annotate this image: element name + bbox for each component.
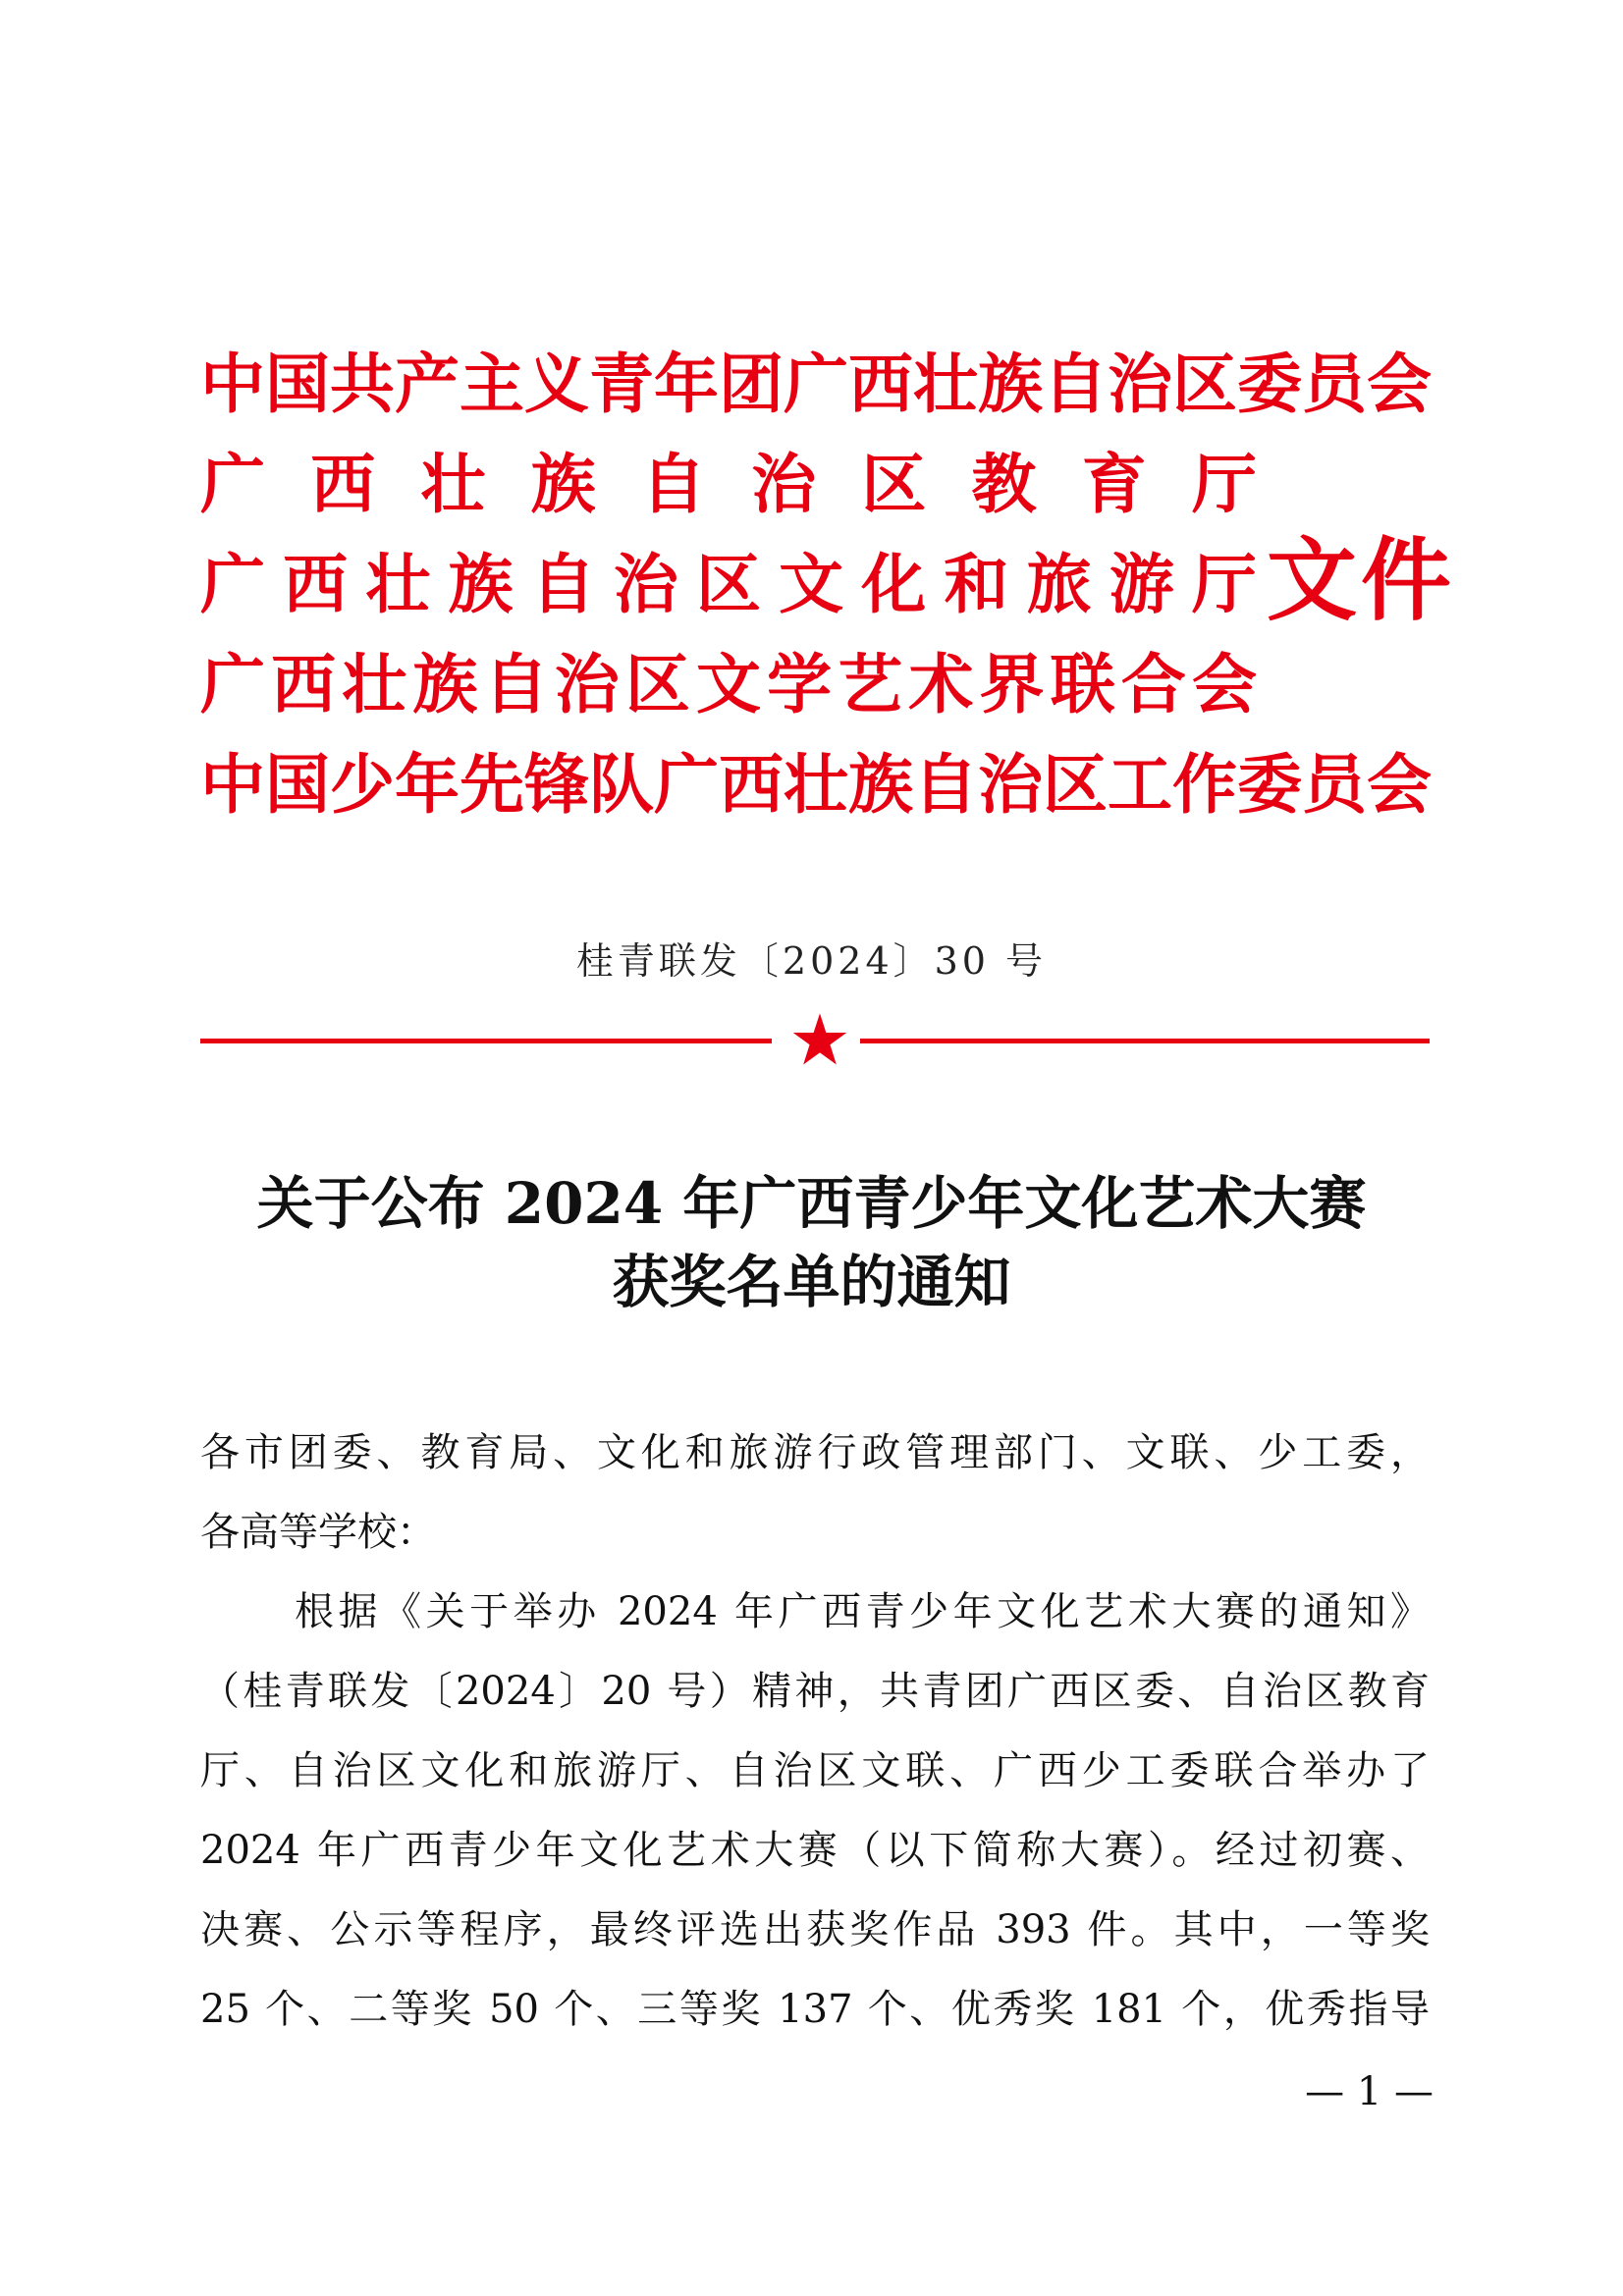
org-char: 自 bbox=[913, 746, 978, 823]
star-icon bbox=[791, 1011, 848, 1068]
document-label: 文件 bbox=[1267, 527, 1456, 633]
org-char: 作 bbox=[1172, 746, 1237, 823]
org-char: 治 bbox=[613, 546, 678, 622]
org-char: 会 bbox=[1367, 346, 1432, 422]
org-char: 主 bbox=[460, 346, 524, 422]
org-char: 自 bbox=[483, 646, 549, 722]
org-char: 中 bbox=[200, 746, 265, 823]
org-char: 旅 bbox=[1026, 546, 1092, 622]
org-char: 区 bbox=[861, 446, 927, 522]
org-char: 族 bbox=[412, 646, 478, 722]
org-char: 壮 bbox=[913, 346, 978, 422]
org-char: 国 bbox=[265, 346, 330, 422]
org-char: 义 bbox=[524, 346, 589, 422]
org-char: 区 bbox=[624, 646, 690, 722]
body-line-8: 25 个、二等奖 50 个、三等奖 137 个、优秀奖 181 个，优秀指导 bbox=[200, 1987, 1430, 2032]
org-char: 少 bbox=[330, 746, 395, 823]
org-char: 中 bbox=[200, 346, 265, 422]
org-char: 员 bbox=[1302, 346, 1367, 422]
org-char: 会 bbox=[1191, 646, 1257, 722]
org-char: 青 bbox=[589, 346, 654, 422]
org-char: 厅 bbox=[1191, 546, 1257, 622]
org-char: 西 bbox=[719, 746, 784, 823]
org-char: 艺 bbox=[838, 646, 903, 722]
org-char: 族 bbox=[978, 346, 1043, 422]
org-char: 文 bbox=[779, 546, 844, 622]
org-char: 队 bbox=[589, 746, 654, 823]
org-char: 术 bbox=[908, 646, 974, 722]
org-char: 游 bbox=[1109, 546, 1174, 622]
org-char: 化 bbox=[861, 546, 927, 622]
document-body bbox=[200, 1414, 1430, 2050]
org-char: 广 bbox=[200, 546, 265, 622]
org-char: 共 bbox=[330, 346, 395, 422]
org-char: 产 bbox=[395, 346, 460, 422]
org-char: 西 bbox=[271, 646, 337, 722]
org-line-5 bbox=[200, 734, 1432, 834]
org-char: 壮 bbox=[420, 446, 486, 522]
body-line-2: 各高等学校： bbox=[200, 1510, 436, 1555]
org-char: 自 bbox=[530, 546, 596, 622]
body-line-6: 2024 年广西青少年文化艺术大赛（以下简称大赛）。经过初赛、 bbox=[200, 1828, 1430, 1873]
org-char: 族 bbox=[848, 746, 913, 823]
org-char: 族 bbox=[530, 446, 596, 522]
org-char: 年 bbox=[654, 346, 719, 422]
org-char: 先 bbox=[460, 746, 524, 823]
org-char: 和 bbox=[944, 546, 1009, 622]
org-char: 西 bbox=[283, 546, 349, 622]
page-number: — 1 — bbox=[1305, 2069, 1434, 2114]
org-char: 文 bbox=[695, 646, 761, 722]
org-char: 族 bbox=[448, 546, 514, 622]
document-title bbox=[0, 1164, 1623, 1321]
org-char: 年 bbox=[395, 746, 460, 823]
org-char: 育 bbox=[1081, 446, 1147, 522]
org-line-3 bbox=[200, 534, 1257, 634]
org-char: 工 bbox=[1108, 746, 1172, 823]
org-char: 委 bbox=[1237, 746, 1302, 823]
org-char: 自 bbox=[1043, 346, 1108, 422]
org-char: 国 bbox=[265, 746, 330, 823]
org-char: 西 bbox=[848, 346, 913, 422]
org-char: 委 bbox=[1237, 346, 1302, 422]
org-char: 合 bbox=[1120, 646, 1186, 722]
org-line-4 bbox=[200, 634, 1257, 734]
body-line-4: （桂青联发〔2024〕20 号）精神，共青团广西区委、自治区教育 bbox=[200, 1669, 1430, 1714]
org-char: 厅 bbox=[1191, 446, 1257, 522]
org-char: 壮 bbox=[342, 646, 407, 722]
org-char: 壮 bbox=[784, 746, 848, 823]
org-char: 自 bbox=[640, 446, 706, 522]
org-char: 团 bbox=[719, 346, 784, 422]
org-char: 界 bbox=[979, 646, 1045, 722]
org-char: 治 bbox=[1108, 346, 1172, 422]
body-line-5: 厅、自治区文化和旅游厅、自治区文联、广西少工委联合举办了 bbox=[200, 1748, 1430, 1793]
org-char: 治 bbox=[978, 746, 1043, 823]
org-char: 治 bbox=[554, 646, 620, 722]
org-char: 广 bbox=[784, 346, 848, 422]
org-char: 锋 bbox=[524, 746, 589, 823]
org-char: 广 bbox=[200, 446, 265, 522]
org-char: 广 bbox=[654, 746, 719, 823]
red-divider-left bbox=[200, 1039, 772, 1043]
org-char: 西 bbox=[310, 446, 376, 522]
org-line-2 bbox=[200, 434, 1257, 534]
org-char: 区 bbox=[1172, 346, 1237, 422]
body-line-1: 各市团委、教育局、文化和旅游行政管理部门、文联、少工委， bbox=[200, 1430, 1430, 1475]
org-char: 会 bbox=[1367, 746, 1432, 823]
body-line-7: 决赛、公示等程序，最终评选出获奖作品 393 件。其中，一等奖 bbox=[200, 1907, 1430, 1952]
org-char: 治 bbox=[751, 446, 817, 522]
org-char: 壮 bbox=[365, 546, 431, 622]
org-char: 区 bbox=[695, 546, 761, 622]
org-char: 教 bbox=[971, 446, 1037, 522]
org-char: 联 bbox=[1050, 646, 1115, 722]
body-line-3: 根据《关于举办 2024 年广西青少年文化艺术大赛的通知》 bbox=[295, 1589, 1430, 1634]
red-divider-right bbox=[860, 1039, 1430, 1043]
document-number: 桂青联发〔2024〕30 号 bbox=[575, 939, 1048, 983]
org-char: 广 bbox=[200, 646, 265, 722]
title-line-1: 关于公布 2024 年广西青少年文化艺术大赛 bbox=[256, 1170, 1367, 1237]
org-char: 区 bbox=[1043, 746, 1108, 823]
title-line-2: 获奖名单的通知 bbox=[612, 1249, 1011, 1315]
org-char: 学 bbox=[767, 646, 833, 722]
org-char: 员 bbox=[1302, 746, 1367, 823]
org-line-1 bbox=[200, 334, 1432, 434]
